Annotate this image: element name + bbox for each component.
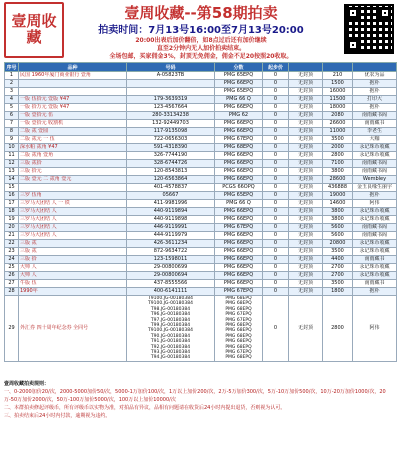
cell-no: 27 [5, 280, 19, 288]
rule-1: 一、0-2000加价20/次，2000-5000加价50/次，5000-1万加价100/次，1万以上加价200/次，2万-5万加价300/次，5万-10万加价500/次，10万-20万加价1000/次，20万-50万加价2000/次，50万-100万加价5000/次，100万以上加价10000/次 [4, 389, 386, 403]
cell-start: 0 [263, 272, 289, 280]
cell-start: 0 [263, 144, 289, 152]
table-row [5, 176, 397, 184]
cell-cap: 无封顶 [289, 176, 323, 184]
cell-price: 5600 [323, 232, 353, 240]
cell-start: 0 [263, 72, 289, 80]
table-row [5, 104, 397, 112]
cell-cap: 无封顶 [289, 88, 323, 96]
cell-no: 18 [5, 208, 19, 216]
cell-no: 23 [5, 248, 19, 256]
table-row [5, 248, 397, 256]
cell-price: 26600 [323, 120, 353, 128]
note-3: 全场包邮，买家佣金3%，封顶无免佣金，佣金不足20按照20收取。 [109, 53, 293, 60]
table-row [5, 88, 397, 96]
cell-cap: 无封顶 [289, 96, 323, 104]
cell-start: 0 [263, 160, 289, 168]
cell-number: A-05823TB [127, 72, 215, 80]
cell-name: 大帅 人 [19, 264, 127, 272]
cell-grade: PMG 68EPQ [215, 144, 263, 152]
cell-buyer: 南雨藏书阁 [353, 112, 397, 120]
cell-buyer: 大咖 [353, 136, 397, 144]
cell-grade: PMG 66EPQ [215, 240, 263, 248]
table-row [5, 208, 397, 216]
cell-start: 0 [263, 104, 289, 112]
cell-grade: PMG 67EPQ [215, 224, 263, 232]
cell-number: 123-4567664 [127, 104, 215, 112]
cell-price: 436888 [323, 184, 353, 192]
cell-no: 19 [5, 216, 19, 224]
cell-start: 0 [263, 128, 289, 136]
cell-no: 20 [5, 224, 19, 232]
cell-start: 0 [263, 280, 289, 288]
cell-grade: PMG 66 Q [215, 200, 263, 208]
cell-start: 0 [263, 200, 289, 208]
cell-number: 120-8543813 [127, 168, 215, 176]
cell-cap: 无封顶 [289, 208, 323, 216]
cell-number: 446-9119991 [127, 224, 215, 232]
cell-name: 牛版 伍 [19, 280, 127, 288]
cell-cap: 无封顶 [289, 72, 323, 80]
auction-table [4, 62, 397, 362]
cell-number: 437-8555566 [127, 280, 215, 288]
rule-3: 三、拍卖结束后24小时内付款，逾期视为违约。 [4, 413, 111, 419]
header-cap [289, 63, 323, 72]
cell-no: 15 [5, 184, 19, 192]
table-row [5, 216, 397, 224]
cell-no: 26 [5, 272, 19, 280]
cell-name: 三版 贰 [19, 240, 127, 248]
cell-buyer: 南雨藏书阁 [353, 160, 397, 168]
cell-cap: 无封顶 [289, 200, 323, 208]
header-number: 号码 [127, 63, 215, 72]
cell-price: 2800 [323, 152, 353, 160]
cell-name: 三罗马大团结 人 [19, 232, 127, 240]
rule-2: 二、本群拍卖修起评级币，所有评级币以实物为准，对拍品有异议，品相有问题请在收货后24小时内提出退货，否则视为认可。 [4, 405, 286, 411]
cell-number: 722-0656303 [127, 136, 215, 144]
cell-start: 0 [263, 216, 289, 224]
logo-text: 壹周收藏 [11, 12, 57, 46]
cell-buyer: 阿伟 [353, 200, 397, 208]
cell-no: 11 [5, 152, 19, 160]
cell-start: 0 [263, 112, 289, 120]
table-row [5, 232, 397, 240]
cell-name: 三版 拾 [19, 256, 127, 264]
cell-no: 2 [5, 80, 19, 88]
cell-price: 2000 [323, 144, 353, 152]
table-row [5, 128, 397, 136]
cell-no: 14 [5, 176, 19, 184]
cell-number: 328-6744726 [127, 160, 215, 168]
cell-no: 17 [5, 200, 19, 208]
cell-cap: 无封顶 [289, 104, 323, 112]
table-row [5, 224, 397, 232]
cell-price: 11000 [323, 128, 353, 136]
table-row [5, 152, 397, 160]
table-row [5, 184, 397, 192]
cell-name [19, 80, 127, 88]
cell-buyer: 永记珠币收藏 [353, 248, 397, 256]
cell-price: 16000 [323, 88, 353, 96]
cell-no: 7 [5, 120, 19, 128]
cell-price: 7100 [323, 160, 353, 168]
table-row [5, 264, 397, 272]
cell-start: 0 [263, 120, 289, 128]
cell-grade: PMG 65EPQ [215, 72, 263, 80]
cell-price: 3500 [323, 248, 353, 256]
cell-no: 16 [5, 192, 19, 200]
cell-grade: PMG 65EPQ [215, 192, 263, 200]
cell-price: 2080 [323, 112, 353, 120]
header-price [323, 63, 353, 72]
cell-name: 三罗 伍角 [19, 192, 127, 200]
table-row [5, 80, 397, 88]
cell-no: 22 [5, 240, 19, 248]
cell-price: 20800 [323, 240, 353, 248]
cell-no: 1 [5, 72, 19, 80]
cell-name: 二版 贰 壹圆 [19, 128, 127, 136]
cell-price: 19000 [323, 192, 353, 200]
cell-start: 0 [263, 136, 289, 144]
cell-start: 0 [263, 192, 289, 200]
cell-cap: 无封顶 [289, 112, 323, 120]
cell-buyer: 南雨藏书 [353, 256, 397, 264]
cell-number: 401-4578837 [127, 184, 215, 192]
cell-number: 411-9981996 [127, 200, 215, 208]
cell-cap: 无封顶 [289, 144, 323, 152]
cell-no: 24 [5, 256, 19, 264]
cell-buyer: 永记珠币收藏 [353, 264, 397, 272]
cell-grade: PMG 66EPQ [215, 152, 263, 160]
cell-price: 2700 [323, 264, 353, 272]
cell-name: 外汇券 四十周年纪念券 全同号 [19, 296, 127, 362]
table-header-row [5, 63, 397, 72]
cell-no: 9 [5, 136, 19, 144]
cell-buyer: 永记珠币收藏 [353, 240, 397, 248]
cell-grade: PCGS 66OPQ [215, 184, 263, 192]
cell-buyer: Wembley [353, 176, 397, 184]
cell-grade: PMG 66EPQ [215, 120, 263, 128]
cell-name: 三罗马大团结 人 一 铁 [19, 200, 127, 208]
note-1: 20:00出表后加价翻倍，如8点过后还有加价继续 [135, 37, 267, 44]
cell-cap: 无封顶 [289, 264, 323, 272]
cell-start: 0 [263, 248, 289, 256]
cell-number: 132-92449703 [127, 120, 215, 128]
cell-start: 0 [263, 256, 289, 264]
cell-name: 一版 壹拾元 收割机 [19, 120, 127, 128]
cell-name: 三罗马大团结 人 [19, 208, 127, 216]
cell-no: 8 [5, 128, 19, 136]
cell-grade: PMG 66EPQ [215, 216, 263, 224]
cell-name: 一版 壹拾元 伍 [19, 112, 127, 120]
qr-code-icon [344, 4, 394, 54]
cell-buyer: 阿伟 [353, 296, 397, 362]
cell-no: 5 [5, 104, 19, 112]
cell-buyer: 南雨藏书 [353, 280, 397, 288]
cell-grade: PMG 66EPQ [215, 280, 263, 288]
table-row [5, 72, 397, 80]
header-buyer [353, 63, 397, 72]
cell-cap: 无封顶 [289, 152, 323, 160]
cell-start: 0 [263, 80, 289, 88]
cell-name: 一版 伍拾元 壹版 ¥47 [19, 96, 127, 104]
cell-cap: 无封顶 [289, 240, 323, 248]
cell-buyer: 永记珠币收藏 [353, 208, 397, 216]
cell-cap: 无封顶 [289, 248, 323, 256]
cell-price: 3800 [323, 168, 353, 176]
header-grade: 分数 [215, 63, 263, 72]
cell-cap: 无封顶 [289, 184, 323, 192]
cell-no: 29 [5, 296, 19, 362]
cell-cap: 无封顶 [289, 288, 323, 296]
table-body [5, 72, 397, 362]
note-2: 直至2分钟内无人加价拍卖结束。 [156, 45, 246, 52]
cell-name: 二版 贰元 一 伍 [19, 136, 127, 144]
cell-price: 18000 [323, 104, 353, 112]
table-row [5, 160, 397, 168]
cell-buyer: 金玉良缘生丽宇 [353, 184, 397, 192]
logo [4, 2, 64, 58]
table-row [5, 168, 397, 176]
cell-name [19, 184, 127, 192]
table-row [5, 120, 397, 128]
cell-name: 二版 贰角 壹角 [19, 152, 127, 160]
cell-cap: 无封顶 [289, 272, 323, 280]
cell-buyer: 优农为品 [353, 72, 397, 80]
table-row [5, 200, 397, 208]
table-row [5, 240, 397, 248]
cell-buyer: 抱朴 [353, 288, 397, 296]
cell-number: 179-3639319 [127, 96, 215, 104]
table-row [5, 192, 397, 200]
header-start: 起步价 [263, 63, 289, 72]
cell-start: 0 [263, 264, 289, 272]
cell-no: 4 [5, 96, 19, 104]
header-no: 序号 [6, 64, 17, 71]
cell-price: 2800 [323, 296, 353, 362]
cell-grade: PMG 66EPQ [215, 128, 263, 136]
cell-name [19, 88, 127, 96]
cell-number: 444-9119979 [127, 232, 215, 240]
table-row [5, 288, 397, 296]
cell-cap: 无封顶 [289, 216, 323, 224]
cell-buyer: 李老生 [353, 128, 397, 136]
cell-no: 25 [5, 264, 19, 272]
cell-no: 28 [5, 288, 19, 296]
cell-start: 0 [263, 240, 289, 248]
cell-cap: 无封顶 [289, 168, 323, 176]
cell-number: 440-9119898 [127, 216, 215, 224]
cell-grade: PMG 65EPQ [215, 88, 263, 96]
cell-grade: PMG 67EPQ [215, 136, 263, 144]
cell-grade: PMG 66EPQ [215, 232, 263, 240]
table-row [5, 256, 397, 264]
cell-grade: PMG 66EPQ [215, 104, 263, 112]
cell-start: 0 [263, 184, 289, 192]
cell-number: 872-9634722 [127, 248, 215, 256]
table-row [5, 96, 397, 104]
cell-name: 大帅 人 [19, 272, 127, 280]
cell-price: 3500 [323, 280, 353, 288]
cell-cap: 无封顶 [289, 136, 323, 144]
cell-grade: PMG 66EPQ [215, 168, 263, 176]
auction-rules [4, 380, 396, 420]
cell-price: 1500 [323, 80, 353, 88]
table-row-29 [5, 296, 397, 362]
cell-price: 2700 [323, 272, 353, 280]
cell-number: 29-00800699 [127, 264, 215, 272]
cell-start: 0 [263, 296, 289, 362]
cell-number: 117-9135098 [127, 128, 215, 136]
cell-number [127, 88, 215, 96]
cell-start: 0 [263, 208, 289, 216]
cell-grade: PMG 66EPQ [215, 248, 263, 256]
cell-price: 210 [323, 72, 353, 80]
table-row [5, 144, 397, 152]
cell-name: 1990年 [19, 288, 127, 296]
page-title: 壹周收藏--第58期拍卖 [124, 4, 278, 22]
cell-number: 440-9119894 [127, 208, 215, 216]
cell-grade: PMG 66EPQ [215, 264, 263, 272]
cell-cap: 无封顶 [289, 120, 323, 128]
cell-name: 民国 1960年厦门商业银行 壹角 [19, 72, 127, 80]
cell-cap: 无封顶 [289, 232, 323, 240]
cell-name: 三版 拾元 [19, 168, 127, 176]
cell-name: 三版 贰 [19, 248, 127, 256]
cell-name: 深水帕 贰角 ¥47 [19, 144, 127, 152]
cell-buyer: 抱朴 [353, 80, 397, 88]
table-row [5, 272, 397, 280]
cell-name: 一版 拾万元 壹版 ¥47 [19, 104, 127, 112]
cell-grade: PMG 66EPQ [215, 176, 263, 184]
cell-no: 21 [5, 232, 19, 240]
cell-no: 10 [5, 144, 19, 152]
cell-number: 326-7744190 [127, 152, 215, 160]
rules-heading: 壹周收藏拍卖规则： [4, 381, 50, 387]
cell-price: 1800 [323, 288, 353, 296]
cell-price: 3800 [323, 208, 353, 216]
cell-grade: PMG 66EPQ [215, 80, 263, 88]
cell-start: 0 [263, 168, 289, 176]
auction-time: 拍卖时间：7月13号16:00至7月13号20:00 [98, 25, 304, 36]
cell-start: 0 [263, 88, 289, 96]
cell-price: 5600 [323, 224, 353, 232]
cell-number: 426-3611234 [127, 240, 215, 248]
cell-buyer: 打印大 [353, 96, 397, 104]
cell-cap: 无封顶 [289, 80, 323, 88]
table-row [5, 112, 397, 120]
cell-no: 6 [5, 112, 19, 120]
cell-number: 400-6141111 [127, 288, 215, 296]
cell-price: 4400 [323, 256, 353, 264]
cell-name: 二版 壹元 二 贰角 壹元 [19, 176, 127, 184]
cell-cap: 无封顶 [289, 128, 323, 136]
cell-buyer: 抱朴 [353, 192, 397, 200]
cell-buyer: 永记珠币收藏 [353, 152, 397, 160]
cell-no: 3 [5, 88, 19, 96]
cell-buyer: 抱朴 [353, 88, 397, 96]
cell-name: 三罗马大团结 人 [19, 216, 127, 224]
cell-grade: PMG 66EPQ [215, 160, 263, 168]
cell-buyer: 抱朴 [353, 104, 397, 112]
cell-number: 29-00800694 [127, 272, 215, 280]
cell-number: 123-1598011 [127, 256, 215, 264]
table-row [5, 280, 397, 288]
cell-number: 05667 [127, 192, 215, 200]
cell-grade: PMG 66EPQ [215, 272, 263, 280]
cell-start: 0 [263, 176, 289, 184]
cell-price: 28600 [323, 176, 353, 184]
cell-grade: PMG 66 Q [215, 96, 263, 104]
cell-no: 13 [5, 168, 19, 176]
cell-buyer: 南雨藏书阁 [353, 224, 397, 232]
cell-start: 0 [263, 224, 289, 232]
cell-buyer: 永记珠币收藏 [353, 216, 397, 224]
cell-start: 0 [263, 152, 289, 160]
cell-name: 三罗马大团结 人 [19, 224, 127, 232]
cell-price: 3500 [323, 136, 353, 144]
cell-cap: 无封顶 [289, 256, 323, 264]
cell-start: 0 [263, 96, 289, 104]
cell-cap: 无封顶 [289, 280, 323, 288]
cell-start: 0 [263, 232, 289, 240]
cell-cap: 无封顶 [289, 192, 323, 200]
cell-buyer: 南雨藏书阁 [353, 168, 397, 176]
cell-number: T9100.JG-00180384 T9100.JG-00180384 T98.JG-00180384 T96.JG-00180384 T97.JG-00180384 T99.JG-00180384 T9100.JG-00180384 T90.JG-00180384 T91.JG-00180384 T92.JG-00180384 T93.JG-00180384 T94.JG-00180384 [127, 296, 215, 362]
cell-grade: PMG 66EPQ [215, 208, 263, 216]
cell-grade: PMG 66EPQ [215, 256, 263, 264]
cell-buyer: 永记珠币收藏 [353, 144, 397, 152]
cell-number [127, 80, 215, 88]
cell-cap: 无封顶 [289, 160, 323, 168]
cell-no: 12 [5, 160, 19, 168]
cell-price: 3800 [323, 216, 353, 224]
cell-grade: PMG 62 [215, 112, 263, 120]
cell-buyer: 南雨藏书 [353, 120, 397, 128]
cell-cap: 无封顶 [289, 296, 323, 362]
cell-price: 14600 [323, 200, 353, 208]
cell-number: 591-4318390 [127, 144, 215, 152]
cell-start: 0 [263, 288, 289, 296]
cell-buyer: 永记珠币收藏 [353, 272, 397, 280]
cell-price: 11500 [323, 96, 353, 104]
cell-name: 三版 贰拾 [19, 160, 127, 168]
cell-grade: PMG 68EPQ PMG 68EPQ PMG 68EPQ PMG 67EPQ PMG 67EPQ PMG 68EPQ PMG 68EPQ PMG 68EPQ PMG 68EPQ PMG 68EPQ PMG 67EPQ PMG 68EPQ [215, 296, 263, 362]
cell-grade: PMG 67EPQ [215, 288, 263, 296]
header-name: 品种 [19, 63, 127, 72]
cell-buyer: 南雨藏书阁 [353, 232, 397, 240]
cell-cap: 无封顶 [289, 224, 323, 232]
cell-number: 280-33134238 [127, 112, 215, 120]
cell-number: 120-6563864 [127, 176, 215, 184]
table-row [5, 136, 397, 144]
